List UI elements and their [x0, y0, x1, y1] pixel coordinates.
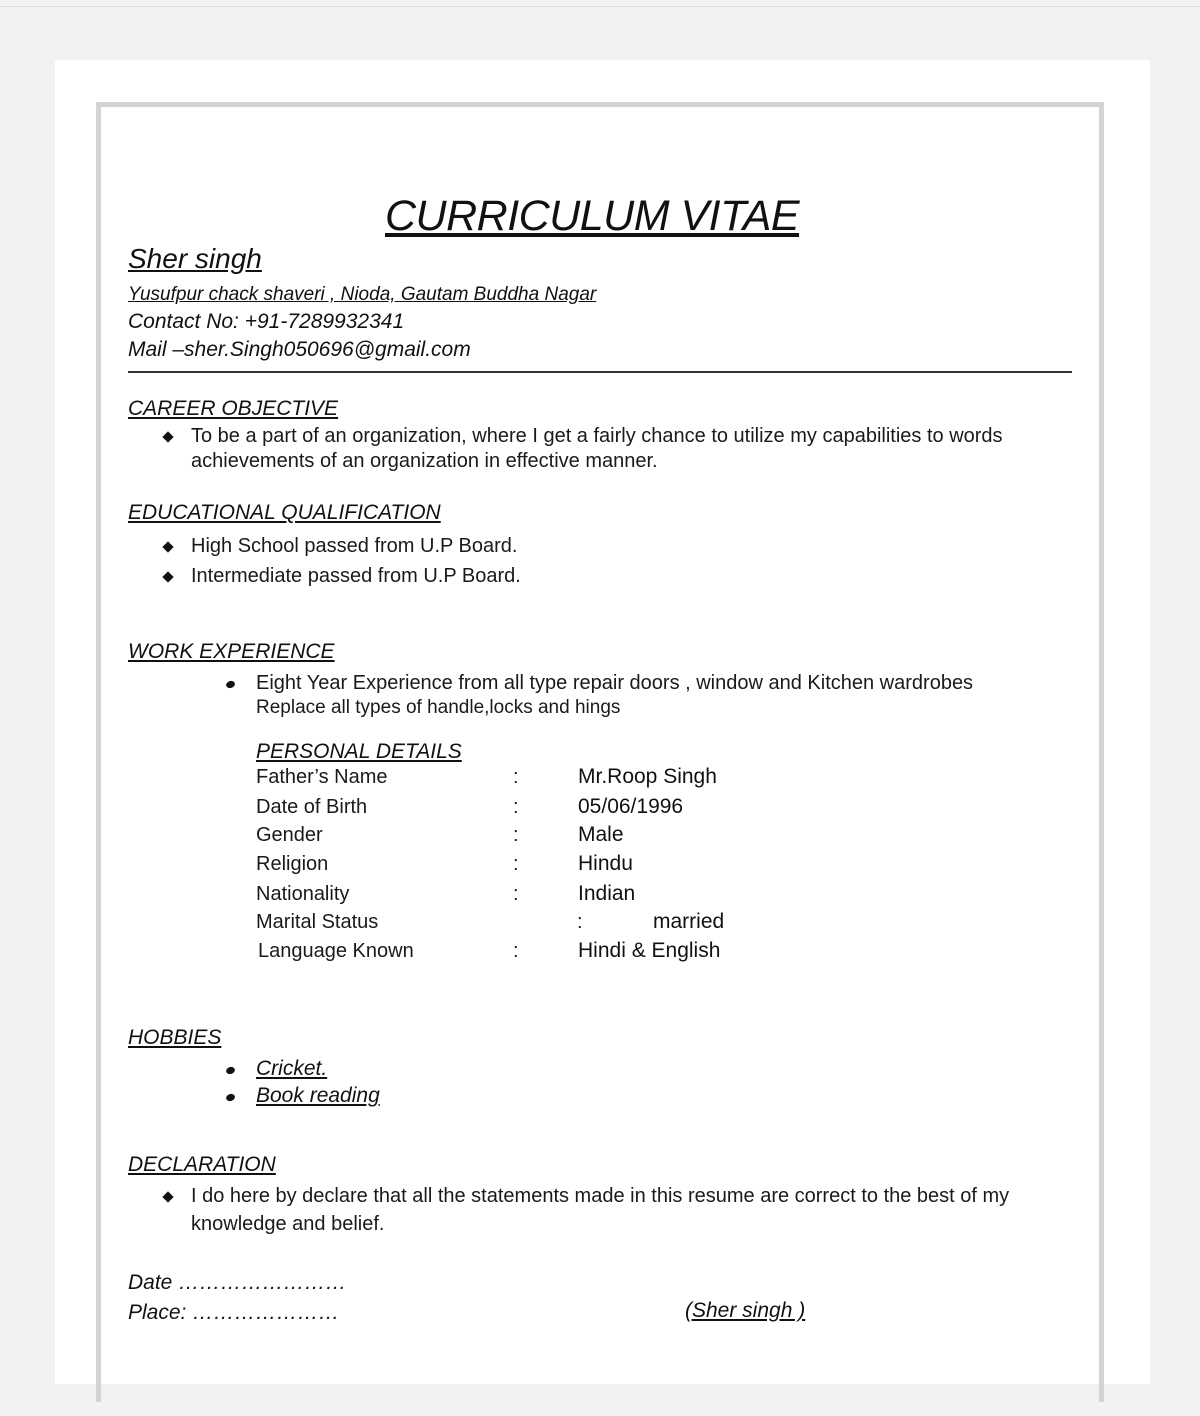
education-item: Intermediate passed from U.P Board.: [191, 565, 521, 587]
detail-value-date-of-birth: 05/06/1996: [578, 795, 684, 818]
detail-label-religion: Religion: [256, 853, 329, 875]
detail-label-date-of-birth: Date of Birth: [256, 796, 368, 818]
declaration-line-2: knowledge and belief.: [191, 1213, 385, 1235]
hobby-item: Book reading: [256, 1084, 380, 1107]
detail-colon: :: [577, 911, 583, 933]
detail-value-fathers-name: Mr.Roop Singh: [578, 765, 717, 788]
hobbies-heading: HOBBIES: [128, 1026, 222, 1049]
date-line: Date ……………………: [128, 1271, 347, 1294]
work-experience-heading: WORK EXPERIENCE: [128, 640, 335, 663]
career-objective-line-2: achievements of an organization in effective manner.: [191, 450, 658, 472]
detail-value-nationality: Indian: [578, 882, 636, 905]
detail-value-religion: Hindu: [578, 852, 633, 875]
applicant-name: Sher singh: [128, 243, 262, 274]
declaration-line-1: I do here by declare that all the statements made in this resume are correct to the best of my: [191, 1185, 1010, 1207]
career-objective-line-1: To be a part of an organization, where I get a fairly chance to utilize my capabilities to words: [191, 425, 1003, 447]
declaration-heading: DECLARATION: [128, 1153, 276, 1176]
detail-label-fathers-name: Father’s Name: [256, 766, 388, 788]
career-objective-heading: CAREER OBJECTIVE: [128, 397, 339, 420]
detail-value-language-known: Hindi & English: [578, 939, 721, 962]
detail-colon: :: [513, 824, 519, 846]
education-heading: EDUCATIONAL QUALIFICATION: [128, 501, 441, 524]
detail-colon: :: [513, 853, 519, 875]
education-item: High School passed from U.P Board.: [191, 535, 518, 557]
detail-label-language-known: Language Known: [258, 940, 414, 962]
detail-colon: :: [513, 796, 519, 818]
work-experience-line-1: Eight Year Experience from all type repair doors , window and Kitchen wardrobes: [256, 672, 974, 694]
detail-colon: :: [513, 940, 519, 962]
detail-value-gender: Male: [578, 823, 624, 846]
applicant-mail: Mail –sher.Singh050696@gmail.com: [128, 338, 471, 361]
header-divider: [128, 371, 1072, 373]
detail-colon: :: [513, 766, 519, 788]
detail-value-marital-status: married: [653, 910, 725, 933]
document-title: CURRICULUM VITAE: [385, 192, 800, 240]
work-experience-line-2: Replace all types of handle,locks and hings: [256, 697, 621, 718]
viewer-top-border: [0, 6, 1200, 7]
detail-colon: :: [513, 883, 519, 905]
detail-label-marital-status: Marital Status: [256, 911, 379, 933]
detail-label-nationality: Nationality: [256, 883, 350, 905]
hobby-item: Cricket.: [256, 1057, 328, 1080]
place-line: Place: …………………: [128, 1301, 340, 1324]
applicant-contact: Contact No: +91-7289932341: [128, 310, 405, 333]
signature-name: (Sher singh ): [685, 1299, 806, 1322]
detail-label-gender: Gender: [256, 824, 323, 846]
applicant-address: Yusufpur chack shaveri , Nioda, Gautam Buddha Nagar: [128, 284, 597, 305]
personal-details-heading: PERSONAL DETAILS: [256, 740, 462, 763]
